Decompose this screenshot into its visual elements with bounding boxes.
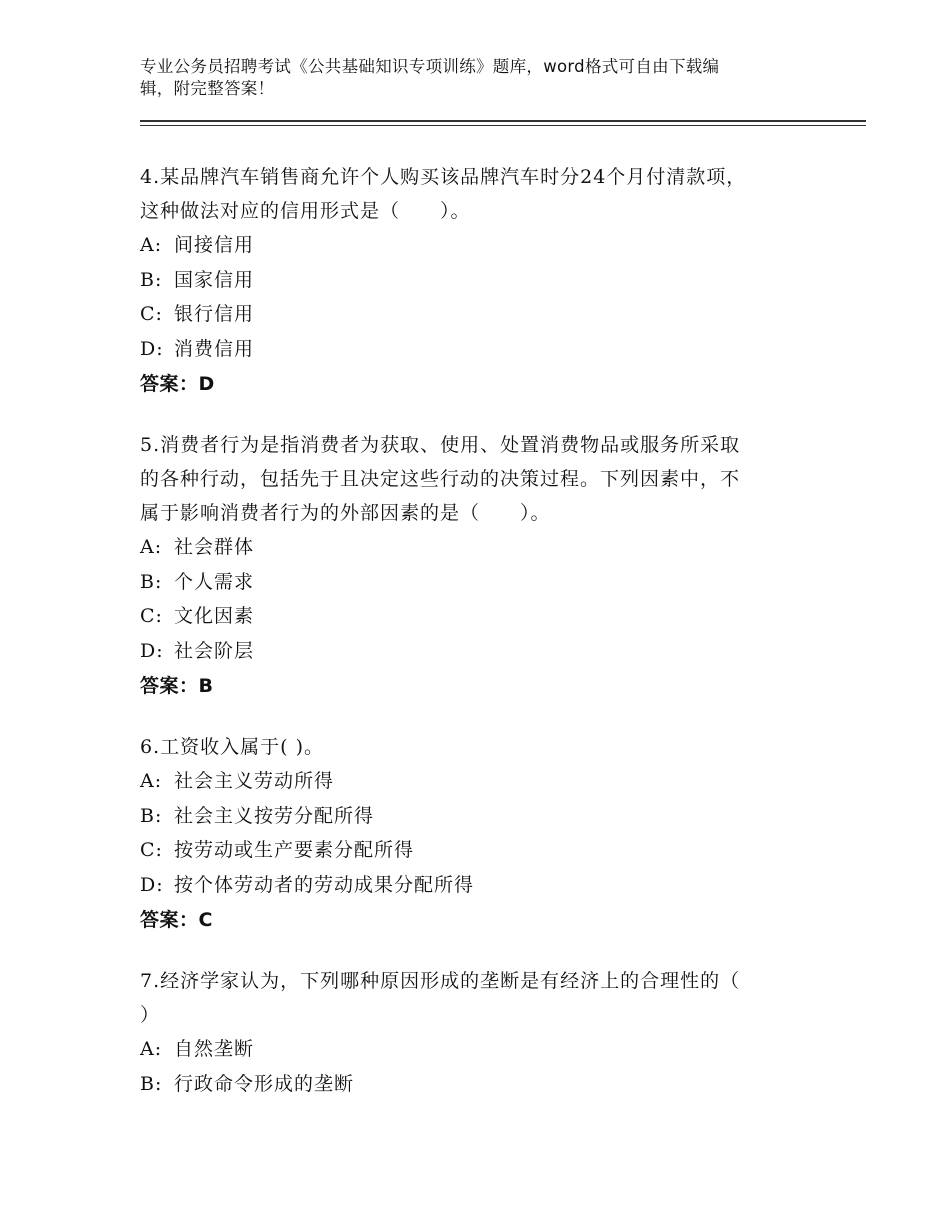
answer-option: [140, 868, 795, 903]
question-stem-line: 的各种行动，包括先于且决定这些行动的决策过程。下列因素中，不: [140, 468, 741, 490]
question-list: [140, 160, 795, 1127]
answer-option: [140, 297, 795, 332]
answer-option: [140, 833, 795, 868]
option-text: 个人需求: [174, 570, 255, 593]
header-rule-bottom: [140, 125, 866, 127]
answer-option: [140, 530, 795, 565]
question-item: [140, 964, 795, 1101]
option-text: 国家信用: [174, 268, 255, 291]
option-text: 社会阶层: [174, 639, 255, 662]
option-text: 社会主义劳动所得: [174, 770, 335, 792]
option-label: B:: [140, 804, 163, 827]
question-stem-line: 4.某品牌汽车销售商允许个人购买该品牌汽车时分24个月付清款项，: [140, 166, 747, 188]
option-text: 文化因素: [174, 605, 255, 627]
question-stem-line: 5.消费者行为是指消费者为获取、使用、处置消费物品或服务所采取: [140, 434, 741, 456]
option-text: 社会主义按劳分配所得: [174, 804, 375, 827]
header-line-1: 专业公务员招聘考试《公共基础知识专项训练》题库，word格式可自由下载编: [140, 57, 720, 76]
answer-option: [140, 1067, 795, 1102]
option-label: C:: [140, 839, 163, 861]
option-label: D:: [140, 337, 164, 360]
answer-option: [140, 263, 795, 298]
option-label: D:: [140, 639, 164, 662]
option-label: B:: [140, 570, 163, 593]
option-text: 社会群体: [174, 536, 255, 558]
question-stem-line: 属于影响消费者行为的外部因素的是（ ）。: [140, 502, 551, 524]
question-stem-line: 7.经济学家认为，下列哪种原因形成的垄断是有经济上的合理性的（: [140, 970, 741, 992]
answer-line: [140, 366, 795, 402]
answer-line: [140, 902, 795, 938]
answer-option: [140, 565, 795, 600]
option-label: A:: [140, 770, 163, 792]
header-rule-top: [140, 120, 866, 122]
document-header: [140, 56, 790, 100]
question-stem-line: ）: [140, 1004, 161, 1026]
option-text: 行政命令形成的垄断: [174, 1072, 355, 1095]
answer-option: [140, 634, 795, 669]
header-line-2: 辑，附完整答案！: [140, 79, 275, 98]
answer-prefix: 答案：: [140, 909, 199, 931]
question-stem-line: 这种做法对应的信用形式是（ ）。: [140, 200, 471, 222]
option-text: 消费信用: [174, 337, 255, 360]
answer-option: [140, 599, 795, 634]
option-label: A:: [140, 536, 163, 558]
option-label: B:: [140, 268, 163, 291]
option-label: A:: [140, 234, 163, 256]
option-label: D:: [140, 873, 164, 896]
answer-option: [140, 332, 795, 367]
answer-value: C: [198, 909, 213, 931]
answer-line: [140, 668, 795, 704]
question-item: [140, 730, 795, 938]
answer-value: B: [198, 675, 214, 697]
question-item: [140, 160, 795, 402]
option-text: 银行信用: [174, 303, 255, 325]
option-text: 按个体劳动者的劳动成果分配所得: [174, 873, 475, 896]
answer-option: [140, 764, 795, 799]
option-text: 自然垄断: [174, 1038, 255, 1060]
question-item: [140, 428, 795, 704]
option-label: C:: [140, 605, 163, 627]
answer-prefix: 答案：: [140, 373, 199, 395]
answer-option: [140, 228, 795, 263]
option-label: C:: [140, 303, 163, 325]
answer-option: [140, 799, 795, 834]
option-text: 按劳动或生产要素分配所得: [174, 839, 415, 861]
answer-option: [140, 1032, 795, 1067]
option-text: 间接信用: [174, 234, 255, 256]
answer-value: D: [198, 373, 215, 395]
option-label: B:: [140, 1072, 163, 1095]
option-label: A:: [140, 1038, 163, 1060]
question-stem-line: 6.工资收入属于( )。: [140, 736, 324, 758]
answer-prefix: 答案：: [140, 675, 199, 697]
